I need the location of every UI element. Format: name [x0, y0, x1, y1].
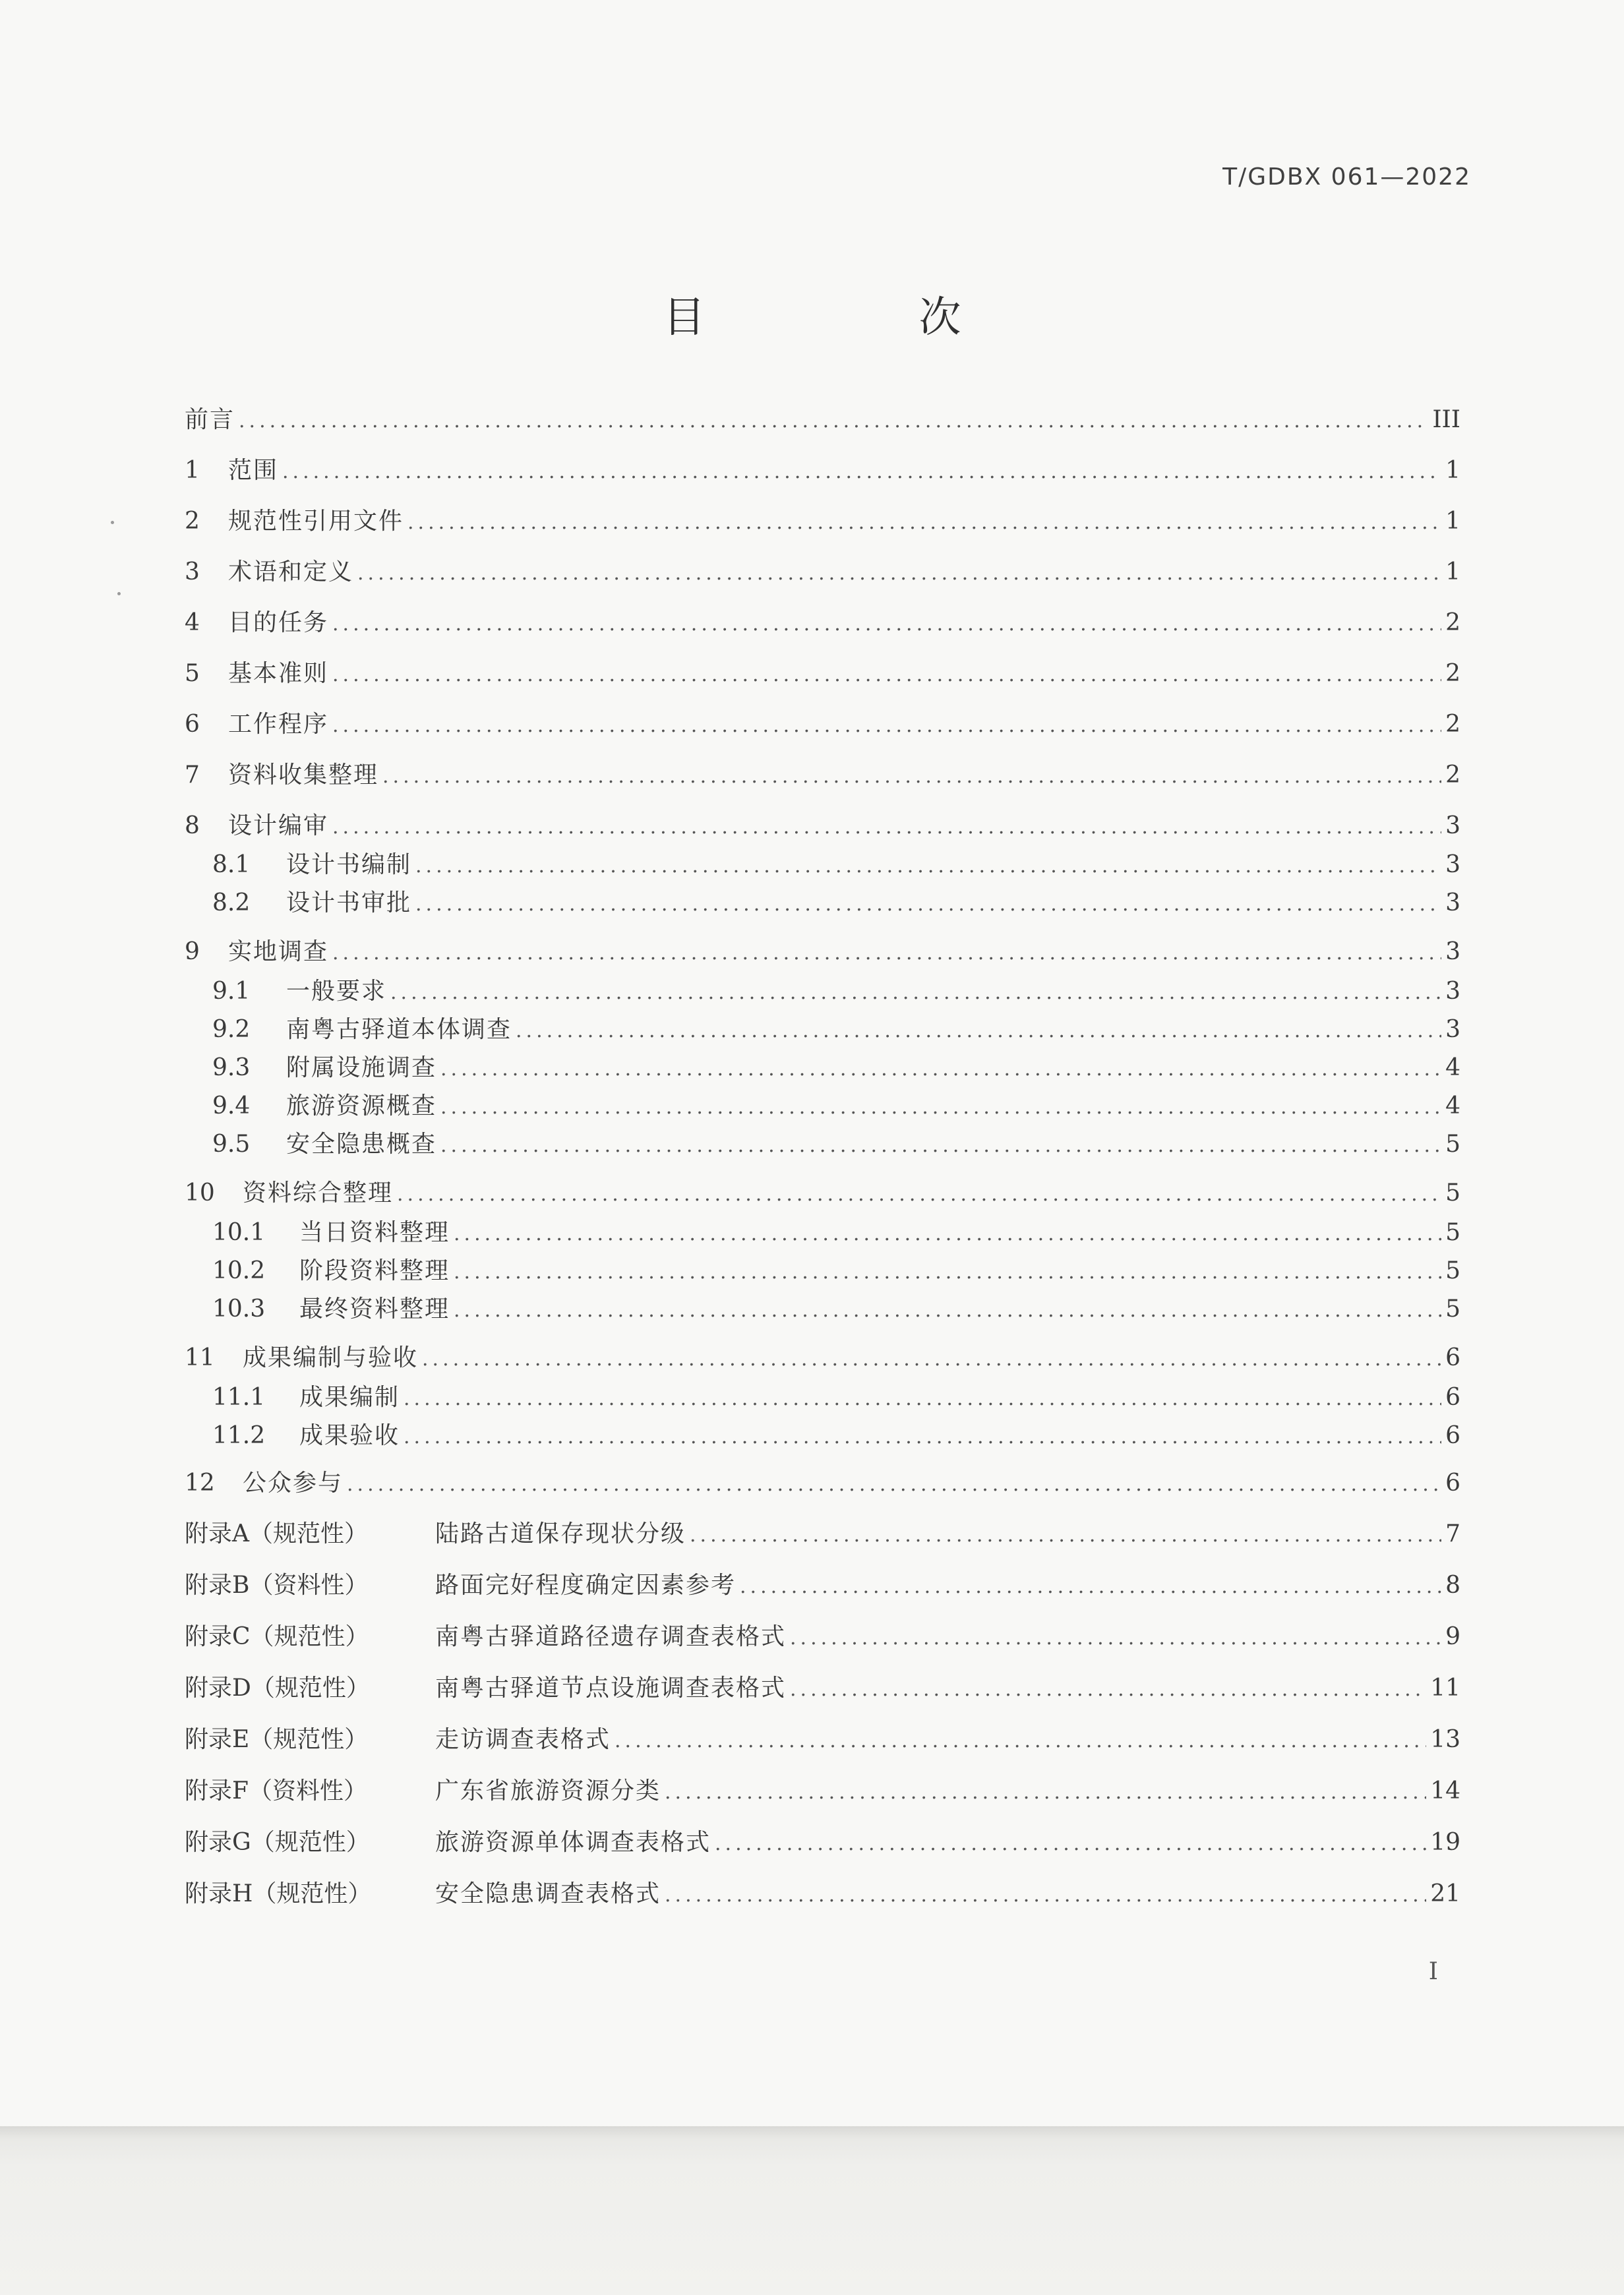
- toc-entry-title: 设计书审批: [286, 889, 412, 916]
- toc-entry-page: 6: [1445, 1384, 1460, 1411]
- toc-entry-page: 4: [1445, 1092, 1460, 1119]
- toc-entry-3[interactable]: [185, 558, 1460, 588]
- toc-entry-number: 5: [185, 660, 200, 687]
- toc-entry-number: 10.3: [212, 1296, 266, 1323]
- toc-entry-page: 5: [1445, 1179, 1460, 1207]
- toc-entry-page: 2: [1445, 761, 1460, 789]
- toc-entry-9-2[interactable]: [212, 1015, 1460, 1046]
- toc-entry-title: 阶段资料整理: [299, 1257, 450, 1284]
- toc-entry-9[interactable]: [185, 938, 1460, 968]
- toc-entry-title: 前言: [185, 406, 235, 433]
- toc-entry-number: 9.2: [212, 1016, 251, 1043]
- toc-entry-7[interactable]: [185, 761, 1460, 791]
- toc-entry-2[interactable]: [185, 507, 1460, 537]
- toc-entry-number: 1: [185, 457, 200, 484]
- toc-entry-appendix-e[interactable]: [185, 1725, 1460, 1756]
- leader-dots: [715, 1830, 1426, 1859]
- toc-entry-page: 6: [1445, 1470, 1460, 1497]
- toc-entry-title: 附属设施调查: [286, 1054, 437, 1081]
- leader-dots: [454, 1296, 1441, 1325]
- toc-entry-title: 范围: [228, 457, 279, 484]
- toc-entry-8[interactable]: [185, 812, 1460, 842]
- page-number: I: [1428, 1958, 1438, 1985]
- leader-dots: [415, 852, 1441, 881]
- toc-entry-appendix-h[interactable]: [185, 1880, 1460, 1910]
- toc-entry-page: 2: [1445, 609, 1460, 636]
- toc-entry-page: 19: [1430, 1829, 1460, 1856]
- leader-dots: [415, 890, 1441, 919]
- toc-entry-12[interactable]: [185, 1469, 1460, 1499]
- toc-entry-appendix-g[interactable]: [185, 1828, 1460, 1859]
- toc-entry-number: 附录A（规范性）: [185, 1520, 368, 1547]
- toc-entry-number: 附录D（规范性）: [185, 1675, 370, 1702]
- toc-entry-number: 9.3: [212, 1054, 251, 1081]
- toc-entry-page: 5: [1445, 1219, 1460, 1246]
- toc-entry-page: 21: [1430, 1880, 1460, 1907]
- leader-dots: [404, 1385, 1441, 1414]
- toc-entry-page: 5: [1445, 1296, 1460, 1323]
- toc-entry-page: 3: [1445, 851, 1460, 878]
- toc-entry-title: 南粤古驿道本体调查: [286, 1016, 512, 1043]
- leader-dots: [790, 1675, 1426, 1704]
- toc-entry-page: 5: [1445, 1131, 1460, 1158]
- toc-entry-title: 最终资料整理: [299, 1296, 450, 1323]
- toc-entry-title: 术语和定义: [228, 558, 354, 585]
- toc-entry-page: 2: [1445, 660, 1460, 687]
- toc-entry-number: 8: [185, 812, 200, 839]
- toc-entry-page: 3: [1445, 889, 1460, 916]
- leader-dots: [440, 1131, 1441, 1160]
- leader-dots: [440, 1055, 1441, 1084]
- toc-entry-number: 10.1: [212, 1219, 266, 1246]
- leader-dots: [440, 1093, 1441, 1122]
- toc-entry-title: 成果编制: [299, 1384, 400, 1411]
- toc-entry-8-1[interactable]: [212, 850, 1460, 881]
- toc-entry-page: 2: [1445, 711, 1460, 738]
- toc-entry-page: 3: [1445, 938, 1460, 965]
- toc-entry-number: 9.1: [212, 978, 251, 1005]
- leader-dots: [665, 1778, 1426, 1807]
- toc-entry-number: 8.2: [212, 889, 251, 916]
- leader-dots: [790, 1624, 1441, 1653]
- toc-entry-title: 资料收集整理: [228, 761, 379, 789]
- toc-entry-title: 旅游资源概查: [286, 1092, 437, 1119]
- toc-entry-page: 4: [1445, 1054, 1460, 1081]
- toc-entry-title: 南粤古驿道节点设施调查表格式: [435, 1675, 787, 1702]
- toc-entry-number: 2: [185, 508, 200, 535]
- leader-dots: [690, 1521, 1441, 1550]
- toc-entry-title: 旅游资源单体调查表格式: [435, 1829, 711, 1856]
- toc-entry-title: 走访调查表格式: [435, 1726, 611, 1753]
- leader-dots: [382, 762, 1441, 791]
- toc-entry-page: 3: [1445, 978, 1460, 1005]
- toc-entry-number: 9.4: [212, 1092, 251, 1119]
- leader-dots: [332, 711, 1441, 740]
- toc-entry-page: 13: [1430, 1726, 1460, 1753]
- toc-entry-title: 成果验收: [299, 1422, 400, 1449]
- toc-entry-number: 8.1: [212, 851, 251, 878]
- toc-entry-number: 9: [185, 938, 200, 965]
- toc-entry-page: 6: [1445, 1344, 1460, 1371]
- toc-entry-title: 资料综合整理: [243, 1179, 394, 1207]
- toc-entry-11-2[interactable]: [212, 1421, 1460, 1452]
- leader-dots: [347, 1470, 1441, 1499]
- leader-dots: [665, 1881, 1426, 1910]
- toc-entry-number: 11: [185, 1344, 215, 1371]
- leader-dots: [332, 813, 1441, 842]
- toc-entry-appendix-b[interactable]: [185, 1571, 1460, 1601]
- toc-entry-page: 8: [1445, 1572, 1460, 1599]
- toc-entry-page: 1: [1445, 558, 1460, 585]
- leader-dots: [404, 1423, 1441, 1452]
- toc-entry-10-2[interactable]: [212, 1257, 1460, 1287]
- toc-entry-title: 工作程序: [228, 711, 329, 738]
- toc-entry-number: 4: [185, 609, 200, 636]
- scan-bottom-edge: [0, 2126, 1624, 2295]
- toc-entry-number: 6: [185, 711, 200, 738]
- toc-entry-page: 9: [1445, 1623, 1460, 1650]
- leader-dots: [332, 610, 1441, 639]
- leader-dots: [282, 458, 1441, 487]
- toc-entry-title: 一般要求: [286, 978, 387, 1005]
- toc-entry-title: 基本准则: [228, 660, 329, 687]
- toc-entry-title: 公众参与: [243, 1470, 344, 1497]
- toc-entry-page: 6: [1445, 1422, 1460, 1449]
- toc-entry-number: 7: [185, 761, 200, 789]
- leader-dots: [422, 1345, 1441, 1374]
- toc-entry-5[interactable]: [185, 659, 1460, 690]
- toc-entry-page: 1: [1445, 457, 1460, 484]
- toc-entry-number: 附录C（规范性）: [185, 1623, 369, 1650]
- toc-entry-number: 9.5: [212, 1131, 251, 1158]
- toc-entry-number: 附录H（规范性）: [185, 1880, 372, 1907]
- toc-entry-title: 设计书编制: [286, 851, 412, 878]
- toc-entry-number: 附录G（规范性）: [185, 1829, 370, 1856]
- toc-entry-10-1[interactable]: [212, 1218, 1460, 1249]
- toc-entry-9-4[interactable]: [212, 1092, 1460, 1122]
- toc-entry-number: 附录E（规范性）: [185, 1726, 369, 1753]
- toc-entry-6[interactable]: [185, 710, 1460, 740]
- leader-dots: [454, 1220, 1441, 1249]
- toc-entry-9-5[interactable]: [212, 1130, 1460, 1160]
- toc-entry-title: 路面完好程度确定因素参考: [435, 1572, 737, 1599]
- toc-entry-10-3[interactable]: [212, 1295, 1460, 1325]
- toc-entry-title: 安全隐患调查表格式: [435, 1880, 661, 1907]
- toc-entry-appendix-d[interactable]: [185, 1674, 1460, 1704]
- toc-entry-title: 南粤古驿道路径遗存调查表格式: [435, 1623, 787, 1650]
- leader-dots: [357, 559, 1441, 588]
- toc-entry-title: 安全隐患概查: [286, 1131, 437, 1158]
- toc-entry-appendix-c[interactable]: [185, 1623, 1460, 1653]
- toc-entry-title: 规范性引用文件: [228, 508, 404, 535]
- leader-dots: [390, 978, 1441, 1007]
- toc-entry-1[interactable]: [185, 456, 1460, 487]
- leader-dots: [516, 1017, 1441, 1046]
- toc-entry-page: 3: [1445, 812, 1460, 839]
- toc-entry-page: 3: [1445, 1016, 1460, 1043]
- toc-entry-4[interactable]: [185, 609, 1460, 639]
- toc-entry-number: 12: [185, 1470, 215, 1497]
- scan-speck: [111, 521, 114, 524]
- toc-entry-page: 5: [1445, 1257, 1460, 1284]
- leader-dots: [454, 1258, 1441, 1287]
- toc-entry-page: 1: [1445, 508, 1460, 535]
- leader-dots: [407, 508, 1441, 537]
- toc-entry-page: 14: [1430, 1777, 1460, 1804]
- toc-entry-number: 11.1: [212, 1384, 266, 1411]
- toc-entry-11[interactable]: [185, 1344, 1460, 1374]
- toc-entry-page: 7: [1445, 1520, 1460, 1547]
- toc-entry-title: 目的任务: [228, 609, 329, 636]
- toc-entry-9-1[interactable]: [212, 977, 1460, 1007]
- toc-entry-number: 11.2: [212, 1422, 266, 1449]
- toc-entry-9-3[interactable]: [212, 1054, 1460, 1084]
- toc-entry-8-2[interactable]: [212, 889, 1460, 919]
- leader-dots: [332, 661, 1441, 690]
- toc-title: 目 次: [663, 293, 1047, 342]
- toc-entry-page: III: [1432, 406, 1460, 433]
- scan-speck: [117, 592, 121, 595]
- toc-entry-number: 附录F（资料性）: [185, 1777, 367, 1804]
- leader-dots: [239, 407, 1428, 436]
- toc-entry-title: 设计编审: [228, 812, 329, 839]
- toc-entry-appendix-a[interactable]: [185, 1520, 1460, 1550]
- toc-entry-number: 3: [185, 558, 200, 585]
- toc-entry-title: 成果编制与验收: [243, 1344, 419, 1371]
- toc-entry-number: 附录B（资料性）: [185, 1572, 369, 1599]
- toc-entry-number: 10.2: [212, 1257, 266, 1284]
- toc-entry-title: 实地调查: [228, 938, 329, 965]
- toc-entry-11-1[interactable]: [212, 1383, 1460, 1414]
- toc-entry-title: 陆路古道保存现状分级: [435, 1520, 686, 1547]
- leader-dots: [397, 1180, 1441, 1209]
- toc-entry-title: 当日资料整理: [299, 1219, 450, 1246]
- toc-entry-10[interactable]: [185, 1179, 1460, 1209]
- toc-entry-page: 11: [1430, 1675, 1460, 1702]
- document-code: T/GDBX 061—2022: [1222, 164, 1471, 191]
- toc-entry-foreword[interactable]: [185, 405, 1460, 436]
- leader-dots: [740, 1572, 1441, 1601]
- toc-entry-appendix-f[interactable]: [185, 1777, 1460, 1807]
- toc-entry-title: 广东省旅游资源分类: [435, 1777, 661, 1804]
- leader-dots: [615, 1727, 1426, 1756]
- toc-entry-number: 10: [185, 1179, 215, 1207]
- leader-dots: [332, 939, 1441, 968]
